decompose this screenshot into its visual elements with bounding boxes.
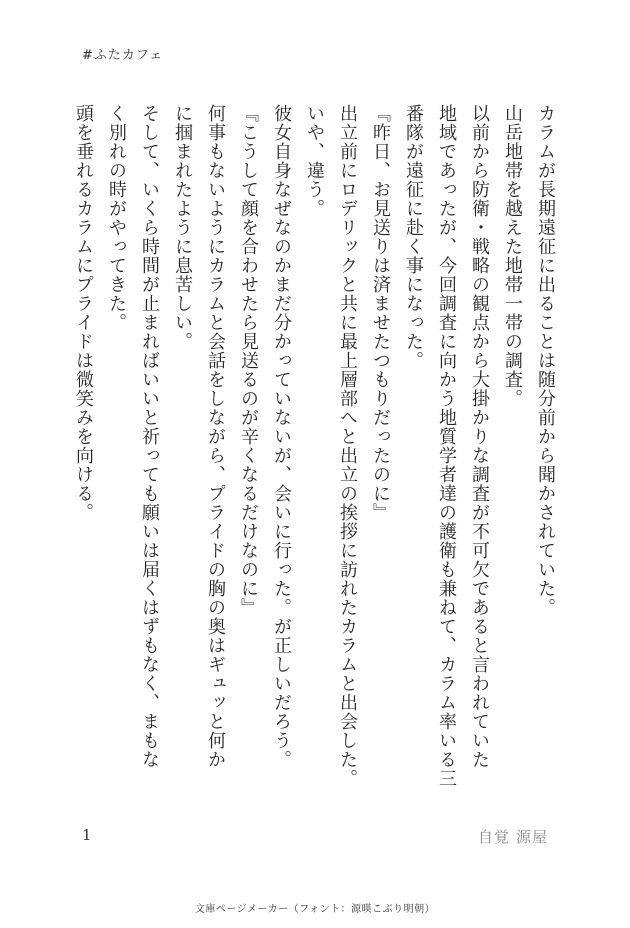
body-line-4: 地域であったが、今回調査に向かう地質学者達の護衛も兼ねて、カラム率いる三 (436, 104, 457, 788)
body-line-1: カラムが長期遠征に出ることは随分前から聞かされていた。 (535, 104, 556, 617)
body-line-12: に掴まれたように息苦しい。 (172, 104, 193, 351)
body-line-8: いや、違う。 (304, 104, 325, 218)
body-line-15: 頭を垂れるカラムにプライドは微笑みを向ける。 (73, 104, 94, 522)
body-line-7: 出立前にロデリックと共に最上層部へと出立の挨拶に訪れたカラムと出会した。 (337, 104, 358, 788)
page-number: 1 (82, 826, 92, 844)
body-line-13: そして、いくら時間が止まればいいと祈っても願いは届くはずもなく、まもな (139, 104, 160, 769)
body-line-3: 以前から防衛・戦略の観点から大掛かりな調査が不可欠であると言われていた (469, 104, 490, 769)
body-line-5: 番隊が遠征に赴く事になった。 (403, 104, 424, 370)
body-line-10: 『こうして顔を合わせたら見送るのが辛くなるだけなのに』 (238, 104, 259, 617)
body-line-6: 『昨日、お見送りは済ませたつもりだったのに』 (370, 104, 391, 522)
hashtag-header: #ふたカフェ (82, 48, 164, 63)
body-line-9: 彼女自身なぜなのかまだ分かっていないが、会いに行った。が正しいだろう。 (271, 104, 292, 769)
author-part-2: 源屋 (515, 828, 548, 846)
generator-credit: 文庫ページメーカー（フォント：源暎こぶり明朝） (194, 904, 436, 915)
body-line-2: 山岳地帯を越えた地帯一帯の調査。 (502, 104, 523, 408)
body-line-14: く別れの時がやってきた。 (106, 104, 127, 332)
body-line-11: 何事もないようにカラムと会話をしながら、プライドの胸の奥はギュッと何か (205, 104, 226, 769)
author-credit (478, 826, 548, 847)
author-part-1: 自覚 (477, 828, 510, 846)
vertical-body-text (67, 104, 562, 804)
